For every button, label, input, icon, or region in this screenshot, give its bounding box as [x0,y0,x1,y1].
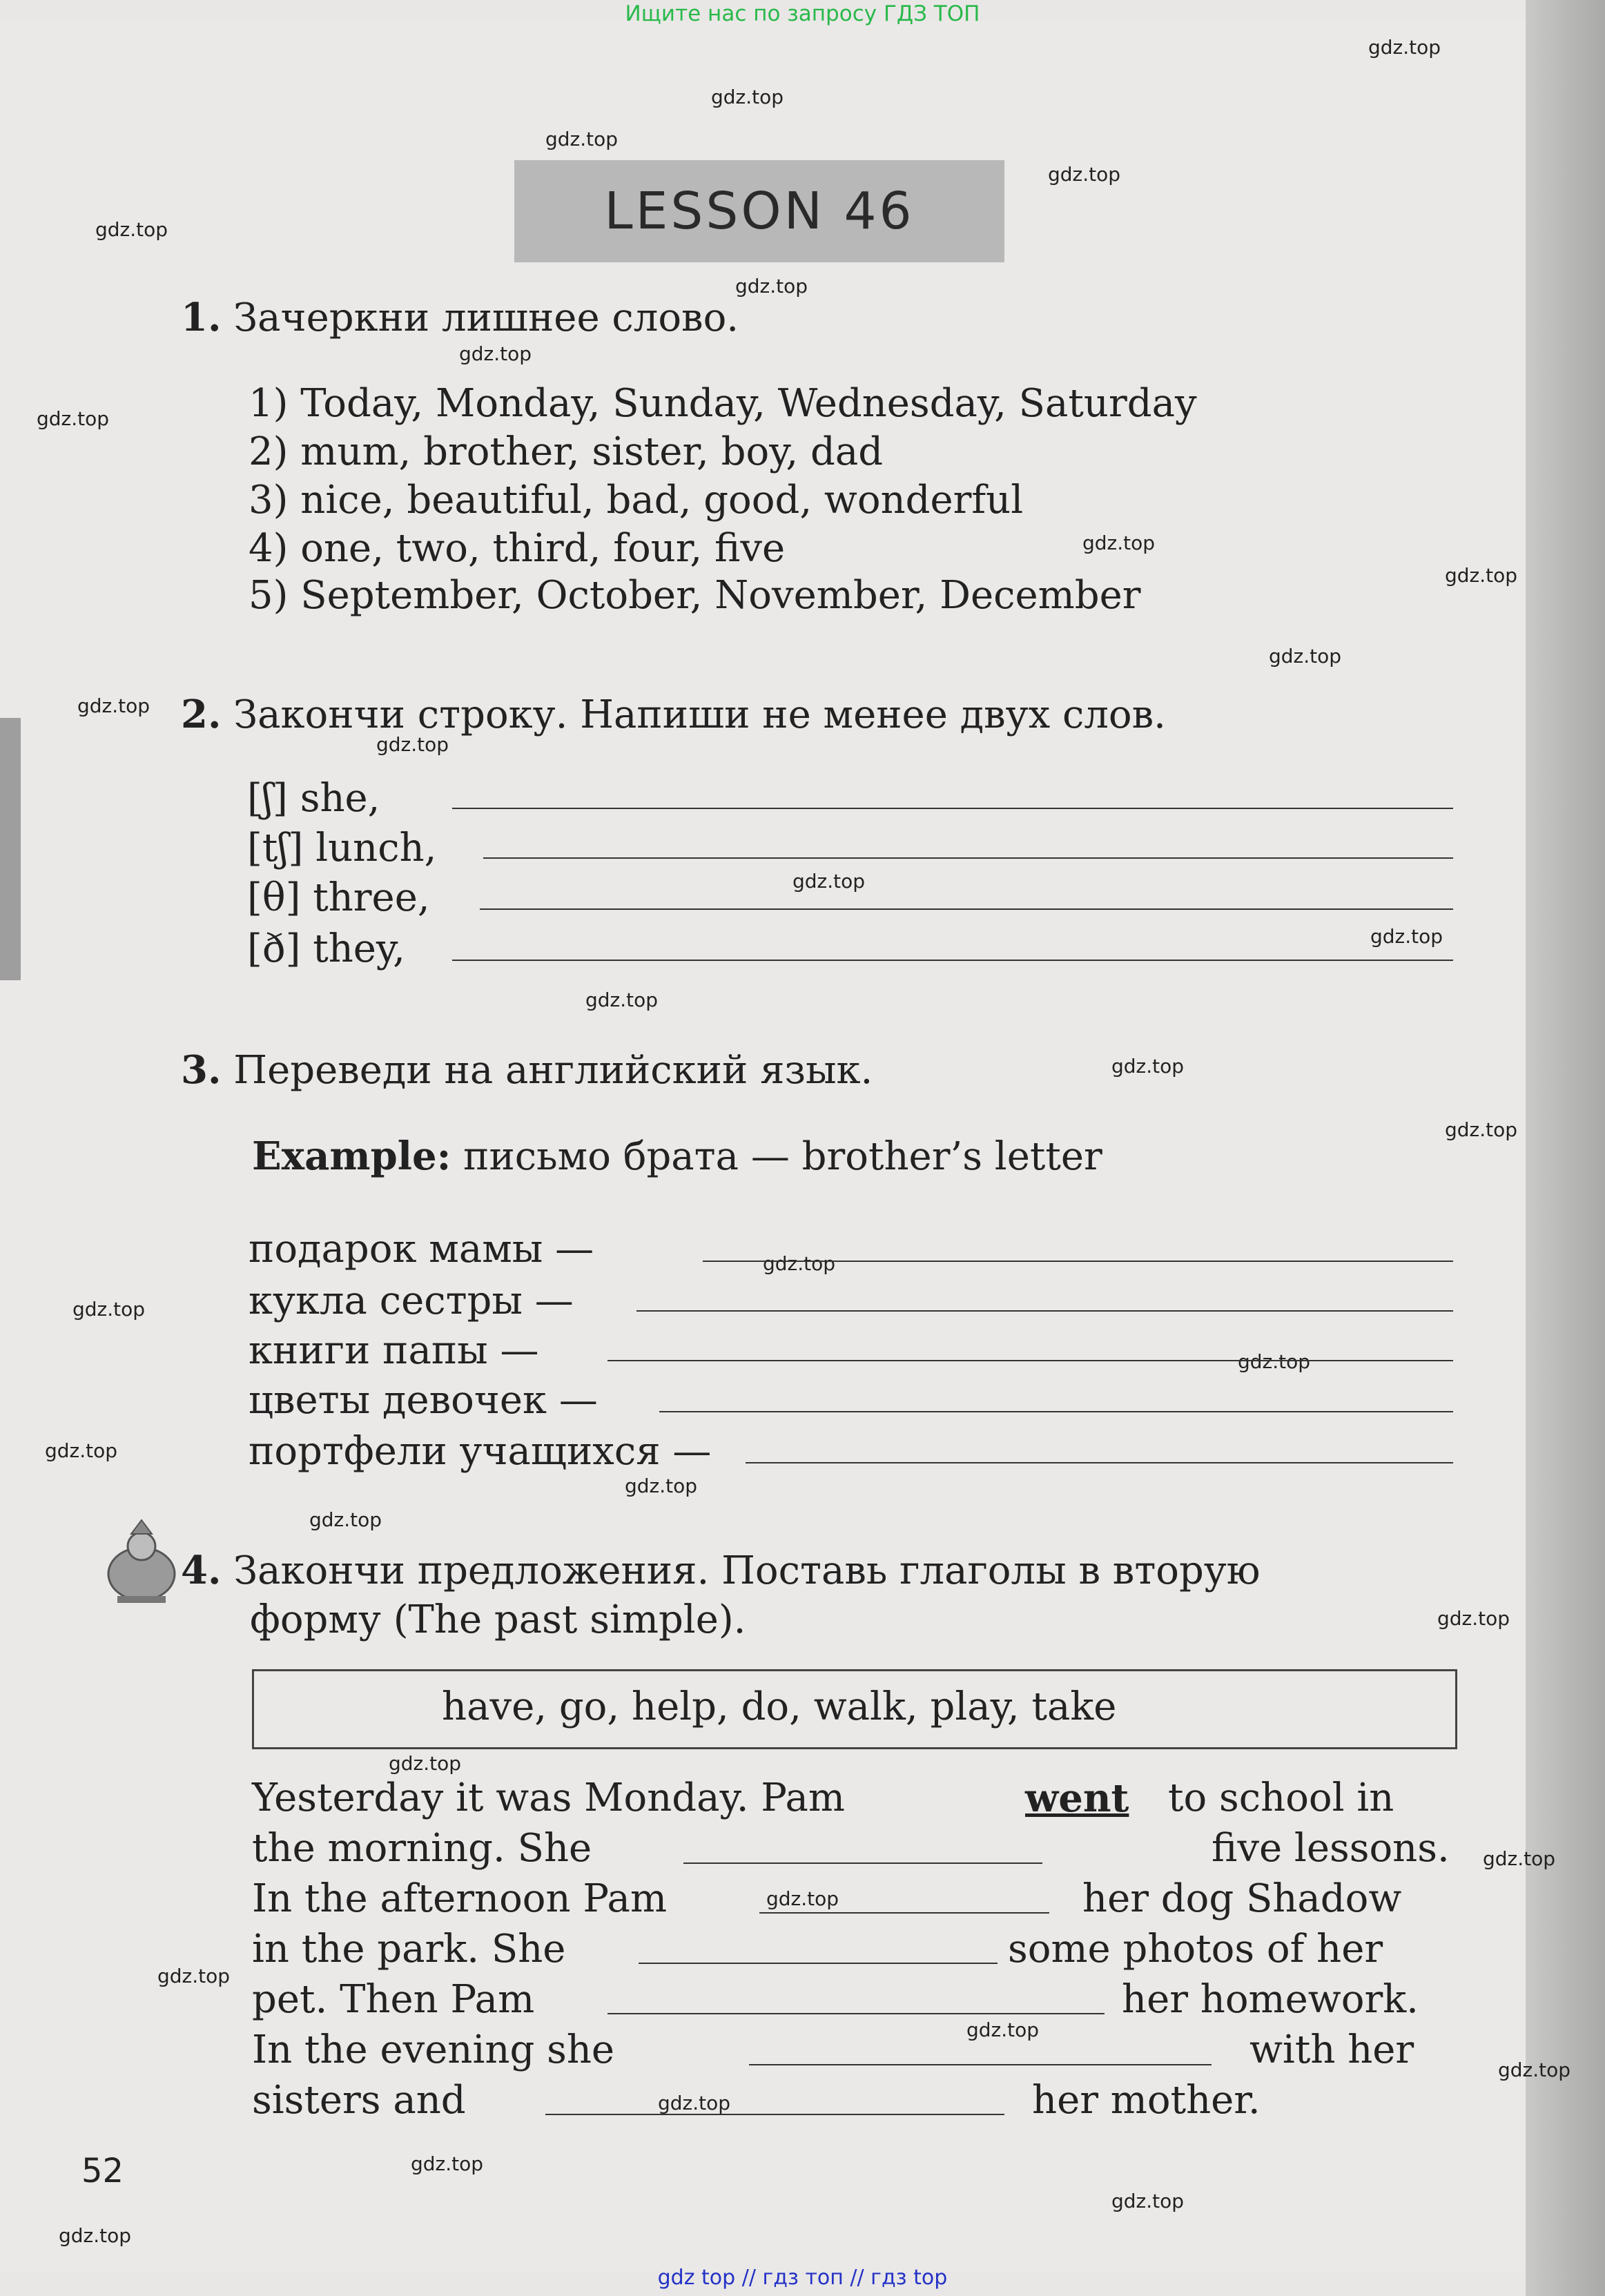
watermark: gdz.top [1048,163,1121,186]
watermark: gdz.top [658,2092,731,2114]
answer-line[interactable] [636,1310,1453,1312]
ex2-item: [ð] they, [247,926,405,971]
exercise-2-number: 2. [181,692,222,737]
watermark: gdz.top [37,407,110,430]
verb-list: have, go, help, do, walk, play, take [442,1684,1117,1729]
ex1-item: 2) mum, brother, sister, boy, dad [249,429,884,474]
exercise-3-heading [181,1046,873,1095]
ex1-item: 1) Today, Monday, Sunday, Wednesday, Saturday [249,381,1197,426]
ex1-item: 4) one, two, third, four, five [249,526,786,571]
ex4-line-6a: In the evening she [252,2027,615,2072]
watermark: gdz.top [77,694,150,717]
exercise-4-title-line2: форму (The past simple). [250,1597,746,1642]
exercise-4-number: 4. [181,1548,222,1593]
ex2-item: [θ] three, [247,875,430,920]
watermark: gdz.top [1498,2059,1571,2081]
ex4-line-7a: sisters and [252,2078,466,2123]
exercise-2-heading [181,690,1166,739]
ex4-line-2a: the morning. She [252,1826,592,1871]
character-icon [104,1519,179,1608]
watermark: gdz.top [711,86,784,108]
answer-line[interactable] [759,1912,1049,1914]
watermark: gdz.top [411,2152,484,2175]
ex4-line-1c: to school in [1168,1775,1394,1820]
lesson-title: LESSON 46 [604,182,915,241]
ex2-item: [tʃ] lunch, [247,826,437,870]
ex3-item: портфели учащихся — [249,1429,712,1474]
watermark: gdz.top [1082,532,1156,554]
ex4-line-6b: with her [1249,2027,1414,2072]
ex1-item: 3) nice, beautiful, bad, good, wonderful [249,478,1024,523]
watermark: gdz.top [72,1298,146,1321]
watermark: gdz.top [45,1439,118,1462]
top-banner[interactable]: Ищите нас по запросу ГДЗ ТОП [625,1,980,26]
watermark: gdz.top [766,1887,839,1910]
ex2-item: [ʃ] she, [247,776,380,821]
page-side-tab [0,718,21,980]
answer-line[interactable] [659,1411,1453,1412]
ex3-item: цветы девочек — [249,1378,598,1423]
exercise-4-heading [181,1546,1261,1595]
page-edge-shadow [1526,0,1605,2296]
watermark: gdz.top [1445,1118,1518,1141]
watermark: gdz.top [157,1965,231,1987]
answer-line[interactable] [639,1963,998,1964]
watermark: gdz.top [459,342,532,365]
ex4-line-1a: Yesterday it was Monday. Pam [252,1775,845,1820]
watermark: gdz.top [1111,1055,1185,1078]
ex4-line-2b: five lessons. [1212,1826,1450,1871]
exercise-2-title: Закончи строку. Напиши не менее двух слов. [233,692,1166,737]
ex3-item: подарок мамы — [249,1227,594,1272]
answer-line[interactable] [749,2064,1212,2065]
watermark: gdz.top [1483,1847,1556,1870]
exercise-3-title: Переведи на английский язык. [233,1048,873,1093]
watermark: gdz.top [1269,645,1342,668]
lesson-header [514,160,1004,262]
watermark: gdz.top [59,2224,132,2247]
watermark: gdz.top [792,870,866,893]
ex4-line-3a: In the afternoon Pam [252,1876,668,1921]
exercise-3-number: 3. [181,1047,222,1093]
watermark: gdz.top [95,218,168,241]
ex4-line-4a: in the park. She [252,1927,566,1972]
exercise-1-number: 1. [181,295,222,340]
answer-line[interactable] [607,1360,1453,1361]
watermark: gdz.top [309,1508,382,1531]
ex1-item: 5) September, October, November, December [249,573,1141,618]
ex4-line-5b: her homework. [1122,1977,1419,2022]
answer-line[interactable] [483,857,1453,859]
bottom-banner[interactable]: gdz top // гдз топ // гдз top [657,2266,948,2290]
watermark: gdz.top [966,2018,1040,2041]
example-text: письмо брата — brother’s letter [463,1134,1102,1179]
answer-line[interactable] [480,908,1453,910]
answer-line[interactable] [703,1261,1453,1262]
watermark: gdz.top [1368,36,1441,59]
watermark: gdz.top [735,275,808,298]
ex3-item: кукла сестры — [249,1278,574,1323]
ex4-line-4b: some photos of her [1008,1927,1383,1972]
answer-line[interactable] [545,2114,1004,2115]
watermark: gdz.top [389,1752,462,1775]
answer-line[interactable] [746,1462,1453,1463]
ex4-line-5a: pet. Then Pam [252,1977,535,2022]
watermark: gdz.top [376,733,449,756]
exercise-1-title: Зачеркни лишнее слово. [233,295,739,340]
watermark: gdz.top [585,989,659,1011]
ex3-item: книги папы — [249,1328,539,1373]
answer-line[interactable] [607,2013,1105,2014]
ex3-example [252,1132,1102,1181]
answer-line[interactable] [452,808,1453,809]
watermark: gdz.top [545,128,619,150]
ex4-line-3b: her dog Shadow [1082,1876,1402,1921]
watermark: gdz.top [763,1252,836,1275]
watermark: gdz.top [1238,1350,1311,1373]
ex4-line-7b: her mother. [1032,2078,1261,2123]
example-answer: went [1025,1775,1129,1821]
watermark: gdz.top [1370,925,1443,948]
exercise-1-heading [181,293,739,342]
page-number: 52 [81,2152,124,2190]
watermark: gdz.top [625,1475,698,1497]
exercise-4-title: Закончи предложения. Поставь глаголы в вторую [233,1548,1261,1593]
watermark: gdz.top [1445,564,1518,587]
watermark: gdz.top [1437,1607,1510,1630]
example-label: Example: [252,1134,451,1179]
answer-line[interactable] [452,960,1453,961]
watermark: gdz.top [1111,2190,1185,2212]
answer-line[interactable] [683,1862,1042,1864]
